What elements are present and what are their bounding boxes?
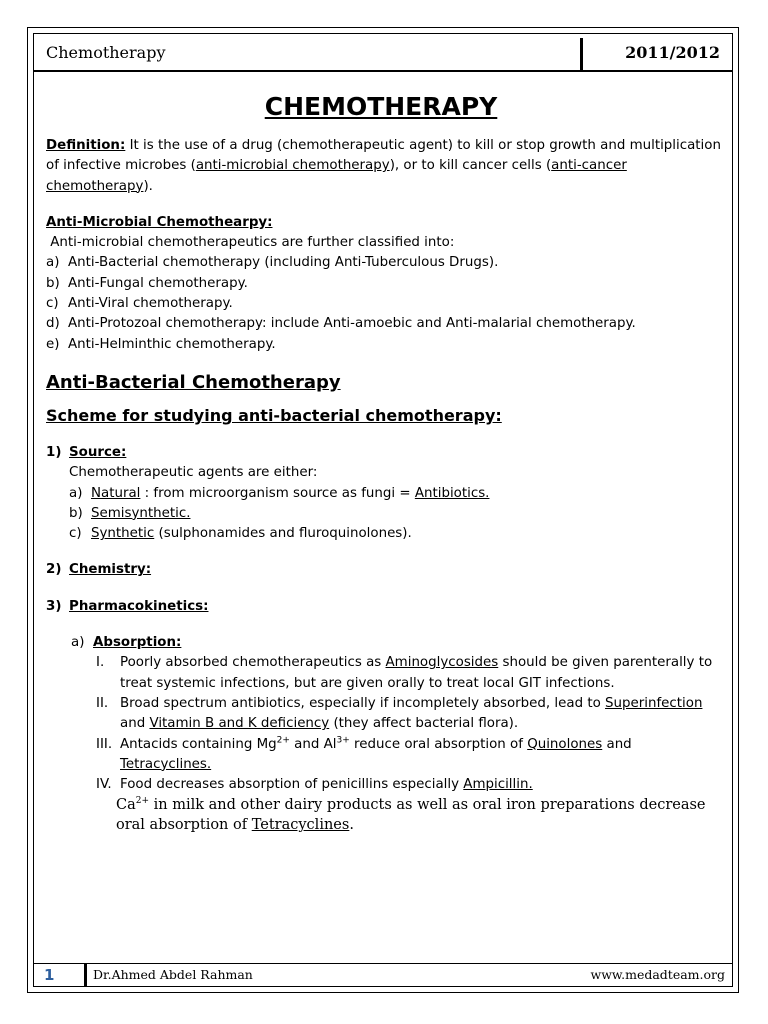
term-semisynthetic: Semisynthetic.	[91, 505, 191, 521]
list-item	[46, 653, 726, 694]
list-item-label: d)	[46, 316, 60, 332]
list-item	[46, 484, 726, 504]
antimicrobial-intro: Anti-microbial chemotherapeutics are further classified into:	[46, 235, 455, 251]
term-antibiotics: Antibiotics.	[414, 485, 490, 501]
list-item	[46, 294, 726, 314]
source-heading-row	[46, 443, 726, 463]
term-superinfection: Superinfection	[605, 695, 703, 711]
absorption-label: a)	[71, 635, 85, 651]
list-item	[46, 274, 726, 294]
list-item-text: Anti-Protozoal chemotherapy: include Anti-amoebic and Anti-malarial chemotherapy.	[68, 316, 636, 332]
superscript: 2+	[135, 796, 150, 807]
list-item	[46, 504, 726, 524]
list-item-text: Anti-Bacterial chemotherapy (including Anti-Tuberculous Drugs).	[68, 255, 499, 271]
list-item-label: b)	[46, 275, 60, 291]
definition-text: It is the use of a drug (chemotherapeutic agent) to kill or stop growth and multiplication of infective microbes (	[46, 138, 721, 174]
term-synthetic: Synthetic	[91, 526, 155, 542]
term-quinolones: Quinolones	[527, 736, 603, 752]
list-item-text: Anti-Fungal chemotherapy.	[68, 275, 248, 291]
header-year: 2011/2012	[625, 43, 720, 62]
header-subject: Chemotherapy	[46, 43, 166, 62]
note-text: in milk and other dairy products as well as oral iron preparations decrease oral absorption of	[116, 797, 706, 834]
list-item-label: e)	[46, 336, 60, 352]
list-item	[46, 524, 726, 544]
list-item-label: a)	[69, 485, 83, 501]
list-item-text: Food decreases absorption of penicillins especially	[120, 777, 464, 793]
header-rule	[33, 70, 733, 72]
source-number: 1)	[46, 444, 62, 460]
list-item-text: Anti-Helminthic chemotherapy.	[68, 336, 276, 352]
source-heading: Source:	[69, 444, 127, 460]
term-vitamin-deficiency: Vitamin B and K deficiency	[149, 716, 330, 732]
list-item-label: c)	[69, 526, 82, 542]
list-item-label: c)	[46, 296, 59, 312]
definition-term-anticancer: anti-cancer	[551, 158, 627, 174]
pharmacokinetics-heading-row	[46, 597, 726, 617]
list-item-text: : from microorganism source as fungi =	[140, 485, 415, 501]
chemistry-number: 2)	[46, 562, 62, 578]
definition-text-2: ), or to kill cancer cells (	[389, 158, 552, 174]
list-item-text: (they affect bacterial flora).	[329, 716, 519, 732]
list-item-label: b)	[69, 505, 83, 521]
list-item-text: Antacids containing Mg	[120, 736, 277, 752]
section-heading: Anti-Bacterial Chemotherapy	[46, 371, 341, 393]
list-item-text: reduce oral absorption of	[349, 736, 528, 752]
list-item-text: and Al	[289, 736, 337, 752]
list-item-label: II.	[96, 695, 109, 711]
list-item-text: should be given parenterally to treat systemic infections, but are given orally to treat local GIT infections.	[120, 655, 713, 691]
superscript: 3+	[336, 735, 350, 746]
header-divider	[580, 38, 583, 70]
term-ampicillin: Ampicillin.	[463, 777, 533, 793]
definition-term-antimicrobial: anti-microbial chemotherapy	[195, 158, 390, 174]
term-aminoglycosides: Aminoglycosides	[385, 655, 499, 671]
chemistry-heading: Chemistry:	[69, 562, 152, 578]
term-tetracyclines: Tetracyclines.	[120, 756, 212, 772]
list-item	[46, 775, 726, 795]
pharmacokinetics-number: 3)	[46, 598, 62, 614]
list-item-text: Broad spectrum antibiotics, especially if incompletely absorbed, lead to	[120, 695, 606, 711]
list-item	[46, 694, 726, 735]
scheme-heading: Scheme for studying anti-bacterial chemotherapy:	[46, 405, 502, 425]
antimicrobial-heading: Anti-Microbial Chemothearpy:	[46, 214, 273, 230]
pharmacokinetics-heading: Pharmacokinetics:	[69, 598, 209, 614]
definition-paragraph	[46, 136, 726, 197]
absorption-note	[46, 795, 726, 835]
list-item-text: and	[120, 716, 150, 732]
list-item	[46, 735, 726, 776]
absorption-heading-row	[46, 633, 726, 653]
list-item	[46, 314, 726, 334]
list-item-text: (sulphonamides and fluroquinolones).	[154, 526, 412, 542]
list-item-label: a)	[46, 255, 60, 271]
note-text: Ca	[116, 797, 136, 814]
footer-rule	[33, 963, 733, 964]
chemistry-heading-row	[46, 560, 726, 580]
definition-text-3: ).	[143, 178, 153, 194]
footer-divider	[84, 963, 87, 987]
page-number: 1	[44, 966, 55, 984]
document-body	[46, 88, 726, 835]
list-item	[46, 335, 726, 355]
footer-author: Dr.Ahmed Abdel Rahman	[93, 967, 253, 982]
list-item-text: Anti-Viral chemotherapy.	[68, 296, 233, 312]
list-item-label: III.	[96, 736, 113, 752]
list-item-text: and	[602, 736, 632, 752]
definition-term-chemotherapy: chemotherapy	[46, 178, 144, 194]
page-title: CHEMOTHERAPY	[264, 92, 498, 121]
note-text: .	[349, 817, 354, 834]
list-item-label: IV.	[96, 777, 112, 793]
term-natural: Natural	[91, 485, 141, 501]
superscript: 2+	[276, 735, 290, 746]
source-intro: Chemotherapeutic agents are either:	[69, 465, 318, 481]
list-item-label: I.	[96, 655, 105, 671]
absorption-heading: Absorption:	[93, 635, 182, 651]
footer-website: www.medadteam.org	[590, 967, 725, 982]
list-item-text: Poorly absorbed chemotherapeutics as	[120, 655, 386, 671]
list-item	[46, 253, 726, 273]
definition-label: Definition:	[46, 138, 126, 153]
term-tetracyclines-note: Tetracyclines	[251, 817, 350, 834]
